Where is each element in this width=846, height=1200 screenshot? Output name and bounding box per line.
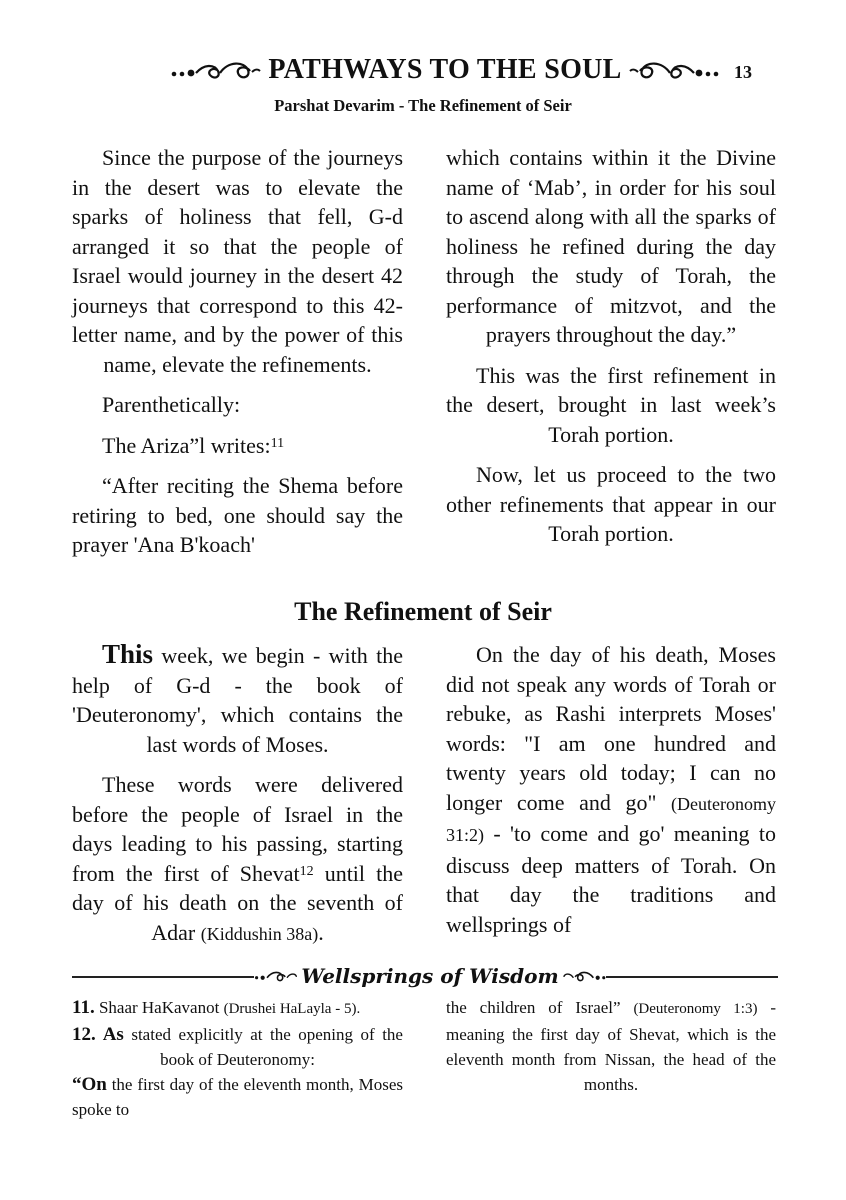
bottom-right-column bbox=[446, 640, 776, 950]
paragraph: On the day of his death, Moses did not speak any words of Torah or rebuke, as Rashi interprets Moses' words: "I am one hundred and twenty years old today; I can no longer come and go" (Deuteronomy 31:2) - 'to come and go' meaning to discuss deep matters of Torah. On that day the traditions and wellsprings of bbox=[446, 642, 776, 937]
paragraph: which contains within it the Divine name of ‘Mab’, in order for his soul to ascend along with all the sparks of holiness he refined during the day through the study of Torah, the performance of mitzvot, and the prayers throughout the day.” bbox=[446, 145, 776, 347]
source-citation: (Kiddushin 38a) bbox=[200, 923, 319, 944]
footnote-12-continued: the children of Israel” (Deuteronomy 1:3) - meaning the first day of Shevat, which is the eleventh month from Nissan, the head of the months. bbox=[446, 998, 776, 1094]
paragraph: Since the purpose of the journeys in the desert was to elevate the sparks of holiness that fell, G-d arranged it so that the people of Israel would journey in the desert 42 journeys that correspond to this 42-letter name, and by the power of this name, elevate the refinements. bbox=[72, 145, 403, 377]
paragraph: The Ariza”l writes:$^{11}$ bbox=[102, 432, 285, 458]
paragraph: Parenthetically: bbox=[102, 392, 241, 417]
book-title: PATHWAYS TO THE SOUL bbox=[268, 54, 622, 85]
footnote-divider-right bbox=[606, 976, 778, 978]
paragraph: This week, we begin - with the help of G-d - the book of 'Deuteronomy', which contains the last words of Moses. bbox=[72, 639, 403, 757]
running-header bbox=[120, 50, 770, 90]
source-citation: (Deuteronomy 31:2) bbox=[446, 793, 776, 845]
section-heading: The Refinement of Seir bbox=[294, 597, 552, 626]
page-number: 13 bbox=[734, 62, 752, 82]
paragraph: These words were delivered before the people of Israel in the days leading to his passing, starting from the first of Shevat$^{12}$ until the day of his death on the seventh of Adar (Kiddushin 38a). bbox=[72, 772, 403, 945]
footnotes-left-column bbox=[72, 995, 403, 1122]
footnote-ref-12: 12 bbox=[299, 863, 314, 879]
footnote-heading-text: Wellsprings of Wisdom bbox=[301, 964, 559, 988]
small-left-flourish-ornament bbox=[254, 968, 297, 984]
top-left-column bbox=[72, 143, 403, 571]
lead-word: This bbox=[102, 639, 154, 669]
paragraph: “After reciting the Shema before retiring to bed, one should say the prayer 'Ana B'koach' bbox=[72, 473, 403, 557]
footnote-12: 12. As stated explicitly at the opening of the book of Deuteronomy: bbox=[72, 1024, 403, 1069]
footnote-heading bbox=[254, 961, 606, 991]
small-right-flourish-ornament bbox=[563, 968, 606, 984]
paragraph: Now, let us proceed to the two other refinements that appear in our Torah portion. bbox=[446, 462, 776, 546]
footnote-11: 11. Shaar HaKavanot (Drushei HaLayla - 5). bbox=[72, 997, 361, 1018]
left-flourish-ornament bbox=[170, 58, 262, 82]
footnote-divider-left bbox=[72, 976, 254, 978]
footnotes-right-column bbox=[446, 995, 776, 1097]
footnote-12-quote: “On the first day of the eleventh month, Moses spoke to bbox=[72, 1074, 403, 1119]
paragraph: This was the first refinement in the desert, brought in last week’s Torah portion. bbox=[446, 362, 776, 447]
bottom-left-column bbox=[72, 640, 403, 960]
footnote-ref-11: 11 bbox=[270, 435, 285, 451]
parsha-subtitle: Parshat Devarim - The Refinement of Seir bbox=[274, 96, 572, 115]
right-flourish-ornament bbox=[628, 58, 720, 82]
top-right-column bbox=[446, 143, 776, 560]
